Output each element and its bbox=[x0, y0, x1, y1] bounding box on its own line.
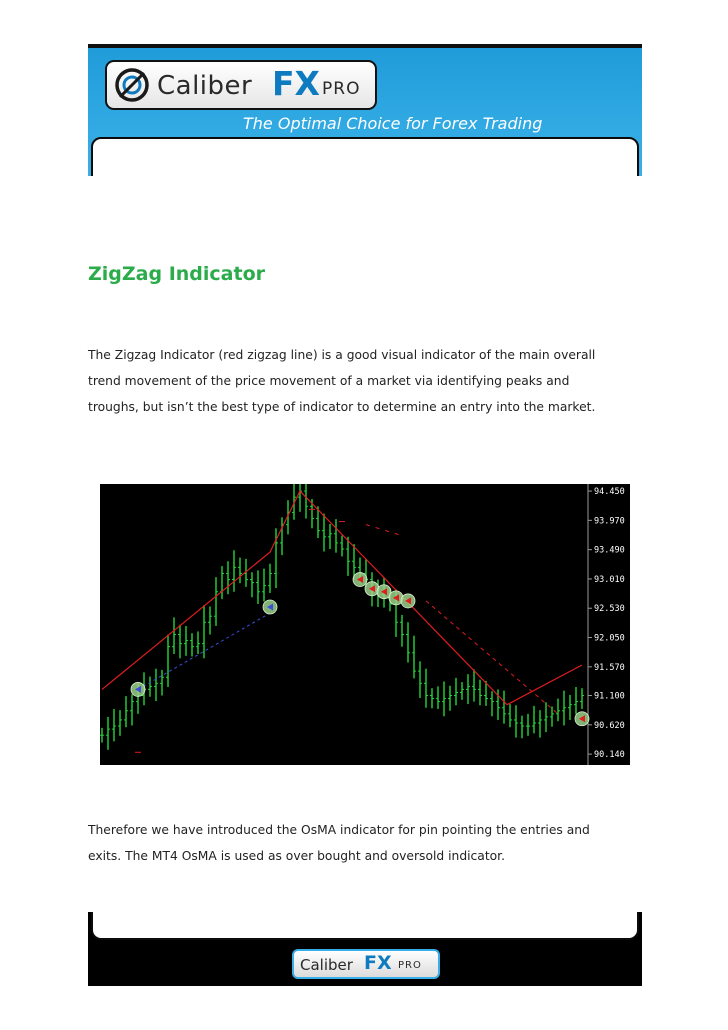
y-tick-label: 90.620 bbox=[594, 720, 625, 731]
paragraph-line: The Zigzag Indicator (red zigzag line) is a good visual indicator of the main overall bbox=[88, 348, 596, 362]
y-tick-label: 92.050 bbox=[594, 633, 625, 644]
paragraph-line: trend movement of the price movement of a market via identifying peaks and bbox=[88, 374, 570, 388]
logo-fx: FX bbox=[272, 64, 320, 103]
logo-emblem-icon bbox=[113, 66, 151, 104]
resistance-dash-line bbox=[366, 525, 402, 536]
caliber-fx-logo bbox=[105, 60, 377, 110]
y-tick-label: 91.570 bbox=[594, 662, 625, 673]
logo-pro: PRO bbox=[322, 79, 361, 99]
y-tick-label: 93.010 bbox=[594, 574, 625, 585]
paragraph-intro bbox=[88, 342, 648, 420]
section-title: ZigZag Indicator bbox=[88, 263, 266, 285]
zigzag-chart-svg bbox=[100, 484, 630, 765]
paragraph-osma bbox=[88, 817, 648, 869]
y-tick-label: 91.100 bbox=[594, 691, 625, 702]
header-topline bbox=[88, 44, 642, 48]
footer-logo-pro: PRO bbox=[398, 960, 422, 971]
paragraph-line: troughs, but isn’t the best type of indicator to determine an entry into the market. bbox=[88, 400, 596, 414]
y-tick-label: 93.970 bbox=[594, 516, 625, 527]
zigzag-line bbox=[102, 491, 582, 705]
zigzag-chart bbox=[100, 484, 630, 765]
y-tick-label: 93.490 bbox=[594, 545, 625, 556]
y-tick-label: 94.450 bbox=[594, 487, 625, 498]
tagline: The Optimal Choice for Forex Trading bbox=[243, 114, 543, 133]
logo-word: Caliber bbox=[157, 71, 253, 101]
y-tick-label: 90.140 bbox=[594, 750, 625, 761]
footer-white-frame bbox=[91, 912, 639, 940]
y-tick-label: 92.530 bbox=[594, 604, 625, 615]
paragraph-line: exits. The MT4 OsMA is used as over bought and oversold indicator. bbox=[88, 849, 506, 863]
header-banner bbox=[88, 44, 642, 176]
footer-logo bbox=[292, 949, 440, 979]
footer-logo-word: Caliber bbox=[300, 956, 353, 974]
footer-logo-fx: FX bbox=[364, 952, 392, 974]
header-white-frame bbox=[91, 137, 639, 176]
footer-banner bbox=[88, 912, 642, 986]
paragraph-line: Therefore we have introduced the OsMA indicator for pin pointing the entries and bbox=[88, 823, 590, 837]
